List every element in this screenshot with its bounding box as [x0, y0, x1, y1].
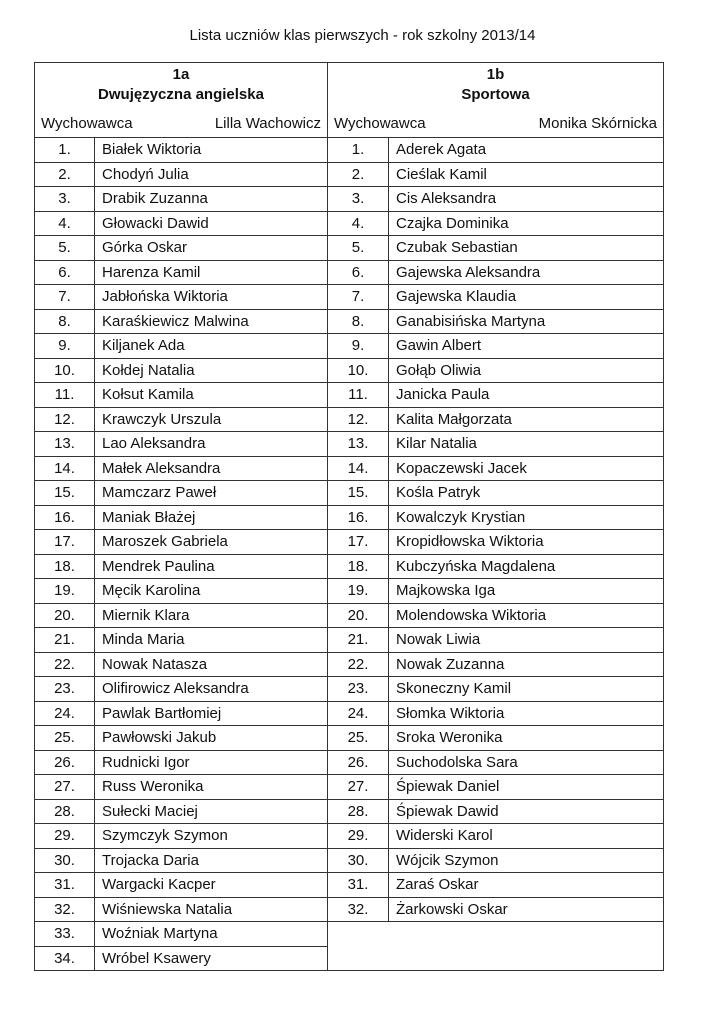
student-name: Janicka Paula — [389, 383, 664, 408]
class-1a-profile: Dwujęzyczna angielska — [98, 86, 264, 103]
student-name: Russ Weronika — [95, 775, 328, 800]
student-number: 10. — [328, 359, 389, 384]
student-number: 3. — [328, 187, 389, 212]
student-name: Majkowska Iga — [389, 579, 664, 604]
student-number: 34. — [34, 947, 95, 972]
student-number: 6. — [34, 261, 95, 286]
class-1a-student-list — [34, 138, 328, 971]
student-name: Wargacki Kacper — [95, 873, 328, 898]
student-name: Trojacka Daria — [95, 849, 328, 874]
table-row — [34, 285, 328, 310]
student-name: Sułecki Maciej — [95, 800, 328, 825]
student-number: 21. — [328, 628, 389, 653]
table-row — [34, 628, 328, 653]
table-row — [34, 824, 328, 849]
class-1a-header — [34, 62, 328, 138]
table-row — [34, 138, 328, 163]
student-number: 28. — [328, 800, 389, 825]
table-row — [34, 677, 328, 702]
table-row — [34, 653, 328, 678]
student-number: 12. — [328, 408, 389, 433]
student-name: Woźniak Martyna — [95, 922, 328, 947]
student-number: 3. — [34, 187, 95, 212]
table-row — [328, 677, 664, 702]
student-number: 2. — [34, 163, 95, 188]
student-name: Gajewska Klaudia — [389, 285, 664, 310]
table-row — [328, 579, 664, 604]
student-number: 29. — [328, 824, 389, 849]
student-name: Żarkowski Oskar — [389, 898, 664, 923]
student-name: Cis Aleksandra — [389, 187, 664, 212]
table-row — [328, 359, 664, 384]
student-number: 18. — [328, 555, 389, 580]
student-number: 23. — [328, 677, 389, 702]
class-1a-name: 1a — [172, 66, 190, 83]
table-row — [34, 383, 328, 408]
student-number: 14. — [328, 457, 389, 482]
student-number: 24. — [34, 702, 95, 727]
student-number: 13. — [34, 432, 95, 457]
table-row — [34, 530, 328, 555]
table-row — [328, 383, 664, 408]
student-number: 21. — [34, 628, 95, 653]
table-row — [328, 873, 664, 898]
student-name: Słomka Wiktoria — [389, 702, 664, 727]
table-row — [328, 824, 664, 849]
class-lists-table — [34, 62, 664, 971]
student-number: 18. — [34, 555, 95, 580]
student-name: Cieślak Kamil — [389, 163, 664, 188]
table-row — [328, 628, 664, 653]
student-name: Czajka Dominika — [389, 212, 664, 237]
student-number: 4. — [328, 212, 389, 237]
class-1a-column — [34, 62, 328, 971]
student-number: 33. — [34, 922, 95, 947]
student-name: Skoneczny Kamil — [389, 677, 664, 702]
student-name: Olifirowicz Aleksandra — [95, 677, 328, 702]
student-name: Harenza Kamil — [95, 261, 328, 286]
table-row — [34, 506, 328, 531]
student-number: 32. — [328, 898, 389, 923]
student-name: Sroka Weronika — [389, 726, 664, 751]
student-number: 1. — [34, 138, 95, 163]
student-number: 8. — [34, 310, 95, 335]
student-name: Lao Aleksandra — [95, 432, 328, 457]
student-name: Czubak Sebastian — [389, 236, 664, 261]
student-name: Górka Oskar — [95, 236, 328, 261]
student-number: 10. — [34, 359, 95, 384]
table-row — [34, 726, 328, 751]
student-name: Nowak Zuzanna — [389, 653, 664, 678]
student-number: 25. — [328, 726, 389, 751]
table-row — [328, 506, 664, 531]
student-number: 9. — [34, 334, 95, 359]
student-number: 11. — [34, 383, 95, 408]
table-row — [34, 947, 328, 972]
student-name: Śpiewak Daniel — [389, 775, 664, 800]
class-1a-teacher: Lilla Wachowicz — [214, 115, 321, 132]
student-name: Małek Aleksandra — [95, 457, 328, 482]
student-name: Miernik Klara — [95, 604, 328, 629]
table-row — [328, 310, 664, 335]
table-row — [328, 726, 664, 751]
student-name: Ganabisińska Martyna — [389, 310, 664, 335]
student-name: Pawlak Bartłomiej — [95, 702, 328, 727]
student-number: 13. — [328, 432, 389, 457]
student-name: Widerski Karol — [389, 824, 664, 849]
student-name: Szymczyk Szymon — [95, 824, 328, 849]
table-row — [34, 604, 328, 629]
student-name: Głowacki Dawid — [95, 212, 328, 237]
table-row — [328, 481, 664, 506]
table-row — [328, 163, 664, 188]
table-row — [328, 236, 664, 261]
student-name: Mamczarz Paweł — [95, 481, 328, 506]
student-number: 20. — [328, 604, 389, 629]
student-name: Aderek Agata — [389, 138, 664, 163]
table-row — [34, 432, 328, 457]
table-row — [34, 261, 328, 286]
student-number: 5. — [34, 236, 95, 261]
student-name: Kropidłowska Wiktoria — [389, 530, 664, 555]
student-name: Kalita Małgorzata — [389, 408, 664, 433]
table-row — [328, 212, 664, 237]
student-name: Gajewska Aleksandra — [389, 261, 664, 286]
table-row — [328, 261, 664, 286]
table-row — [34, 408, 328, 433]
student-name: Kowalczyk Krystian — [389, 506, 664, 531]
table-row — [328, 408, 664, 433]
student-number: 19. — [328, 579, 389, 604]
student-number: 2. — [328, 163, 389, 188]
table-row — [328, 187, 664, 212]
student-number: 11. — [328, 383, 389, 408]
table-row — [34, 457, 328, 482]
student-number: 9. — [328, 334, 389, 359]
student-name: Gawin Albert — [389, 334, 664, 359]
student-number: 24. — [328, 702, 389, 727]
table-row — [34, 359, 328, 384]
table-row — [328, 457, 664, 482]
student-number: 17. — [328, 530, 389, 555]
student-number: 26. — [34, 751, 95, 776]
class-1b-name: 1b — [486, 66, 505, 83]
student-number: 7. — [34, 285, 95, 310]
student-name: Maroszek Gabriela — [95, 530, 328, 555]
student-name: Minda Maria — [95, 628, 328, 653]
student-number: 19. — [34, 579, 95, 604]
student-number: 28. — [34, 800, 95, 825]
student-name: Nowak Liwia — [389, 628, 664, 653]
table-row — [328, 849, 664, 874]
table-row — [34, 702, 328, 727]
student-name: Drabik Zuzanna — [95, 187, 328, 212]
table-row — [34, 334, 328, 359]
table-row — [34, 800, 328, 825]
student-number: 15. — [328, 481, 389, 506]
empty-cell — [328, 922, 664, 971]
student-name: Męcik Karolina — [95, 579, 328, 604]
table-row — [34, 775, 328, 800]
table-row — [328, 751, 664, 776]
table-row — [34, 579, 328, 604]
student-number: 14. — [34, 457, 95, 482]
student-number: 22. — [328, 653, 389, 678]
student-name: Kołdej Natalia — [95, 359, 328, 384]
student-name: Kilar Natalia — [389, 432, 664, 457]
table-row — [34, 751, 328, 776]
student-name: Wróbel Ksawery — [95, 947, 328, 972]
class-1b-profile: Sportowa — [461, 86, 530, 103]
student-number: 32. — [34, 898, 95, 923]
student-number: 17. — [34, 530, 95, 555]
table-row — [328, 285, 664, 310]
student-number: 27. — [34, 775, 95, 800]
table-row — [34, 849, 328, 874]
student-name: Rudnicki Igor — [95, 751, 328, 776]
table-row — [328, 334, 664, 359]
table-row — [34, 898, 328, 923]
table-row — [328, 530, 664, 555]
student-number: 15. — [34, 481, 95, 506]
student-name: Krawczyk Urszula — [95, 408, 328, 433]
student-name: Jabłońska Wiktoria — [95, 285, 328, 310]
student-number: 27. — [328, 775, 389, 800]
table-row — [34, 236, 328, 261]
student-name: Nowak Natasza — [95, 653, 328, 678]
student-name: Kubczyńska Magdalena — [389, 555, 664, 580]
student-number: 6. — [328, 261, 389, 286]
student-name: Suchodolska Sara — [389, 751, 664, 776]
table-row — [328, 555, 664, 580]
table-row — [328, 702, 664, 727]
student-number: 31. — [34, 873, 95, 898]
class-1b-teacher: Monika Skórnicka — [538, 115, 657, 132]
student-number: 29. — [34, 824, 95, 849]
student-number: 16. — [34, 506, 95, 531]
table-row — [328, 775, 664, 800]
student-number: 23. — [34, 677, 95, 702]
student-name: Kiljanek Ada — [95, 334, 328, 359]
table-row — [34, 212, 328, 237]
student-number: 16. — [328, 506, 389, 531]
student-name: Kołsut Kamila — [95, 383, 328, 408]
table-row — [328, 432, 664, 457]
table-row — [328, 604, 664, 629]
student-number: 31. — [328, 873, 389, 898]
table-row — [34, 187, 328, 212]
student-name: Mendrek Paulina — [95, 555, 328, 580]
student-name: Wiśniewska Natalia — [95, 898, 328, 923]
class-1a-teacher-label: Wychowawca — [41, 115, 133, 132]
student-number: 20. — [34, 604, 95, 629]
student-number: 30. — [328, 849, 389, 874]
student-number: 8. — [328, 310, 389, 335]
student-number: 30. — [34, 849, 95, 874]
table-row — [328, 800, 664, 825]
student-name: Gołąb Oliwia — [389, 359, 664, 384]
table-row — [328, 653, 664, 678]
table-row — [328, 138, 664, 163]
student-number: 25. — [34, 726, 95, 751]
table-row — [328, 898, 664, 923]
student-name: Zaraś Oskar — [389, 873, 664, 898]
student-name: Kośla Patryk — [389, 481, 664, 506]
table-row — [34, 922, 328, 947]
class-1b-student-list — [328, 138, 664, 971]
student-name: Pawłowski Jakub — [95, 726, 328, 751]
student-number: 5. — [328, 236, 389, 261]
table-row — [34, 481, 328, 506]
student-name: Maniak Błażej — [95, 506, 328, 531]
student-name: Śpiewak Dawid — [389, 800, 664, 825]
class-1b-header — [328, 62, 664, 138]
student-name: Białek Wiktoria — [95, 138, 328, 163]
student-number: 26. — [328, 751, 389, 776]
student-number: 12. — [34, 408, 95, 433]
page-title: Lista uczniów klas pierwszych - rok szkolny 2013/14 — [189, 27, 536, 44]
student-number: 4. — [34, 212, 95, 237]
student-name: Kopaczewski Jacek — [389, 457, 664, 482]
table-row — [34, 555, 328, 580]
student-number: 1. — [328, 138, 389, 163]
student-name: Chodyń Julia — [95, 163, 328, 188]
student-name: Molendowska Wiktoria — [389, 604, 664, 629]
table-row — [34, 873, 328, 898]
student-name: Wójcik Szymon — [389, 849, 664, 874]
student-number: 7. — [328, 285, 389, 310]
student-number: 22. — [34, 653, 95, 678]
student-name: Karaśkiewicz Malwina — [95, 310, 328, 335]
class-1b-column — [328, 62, 664, 971]
table-row — [34, 310, 328, 335]
table-row — [34, 163, 328, 188]
class-1b-teacher-label: Wychowawca — [334, 115, 426, 132]
